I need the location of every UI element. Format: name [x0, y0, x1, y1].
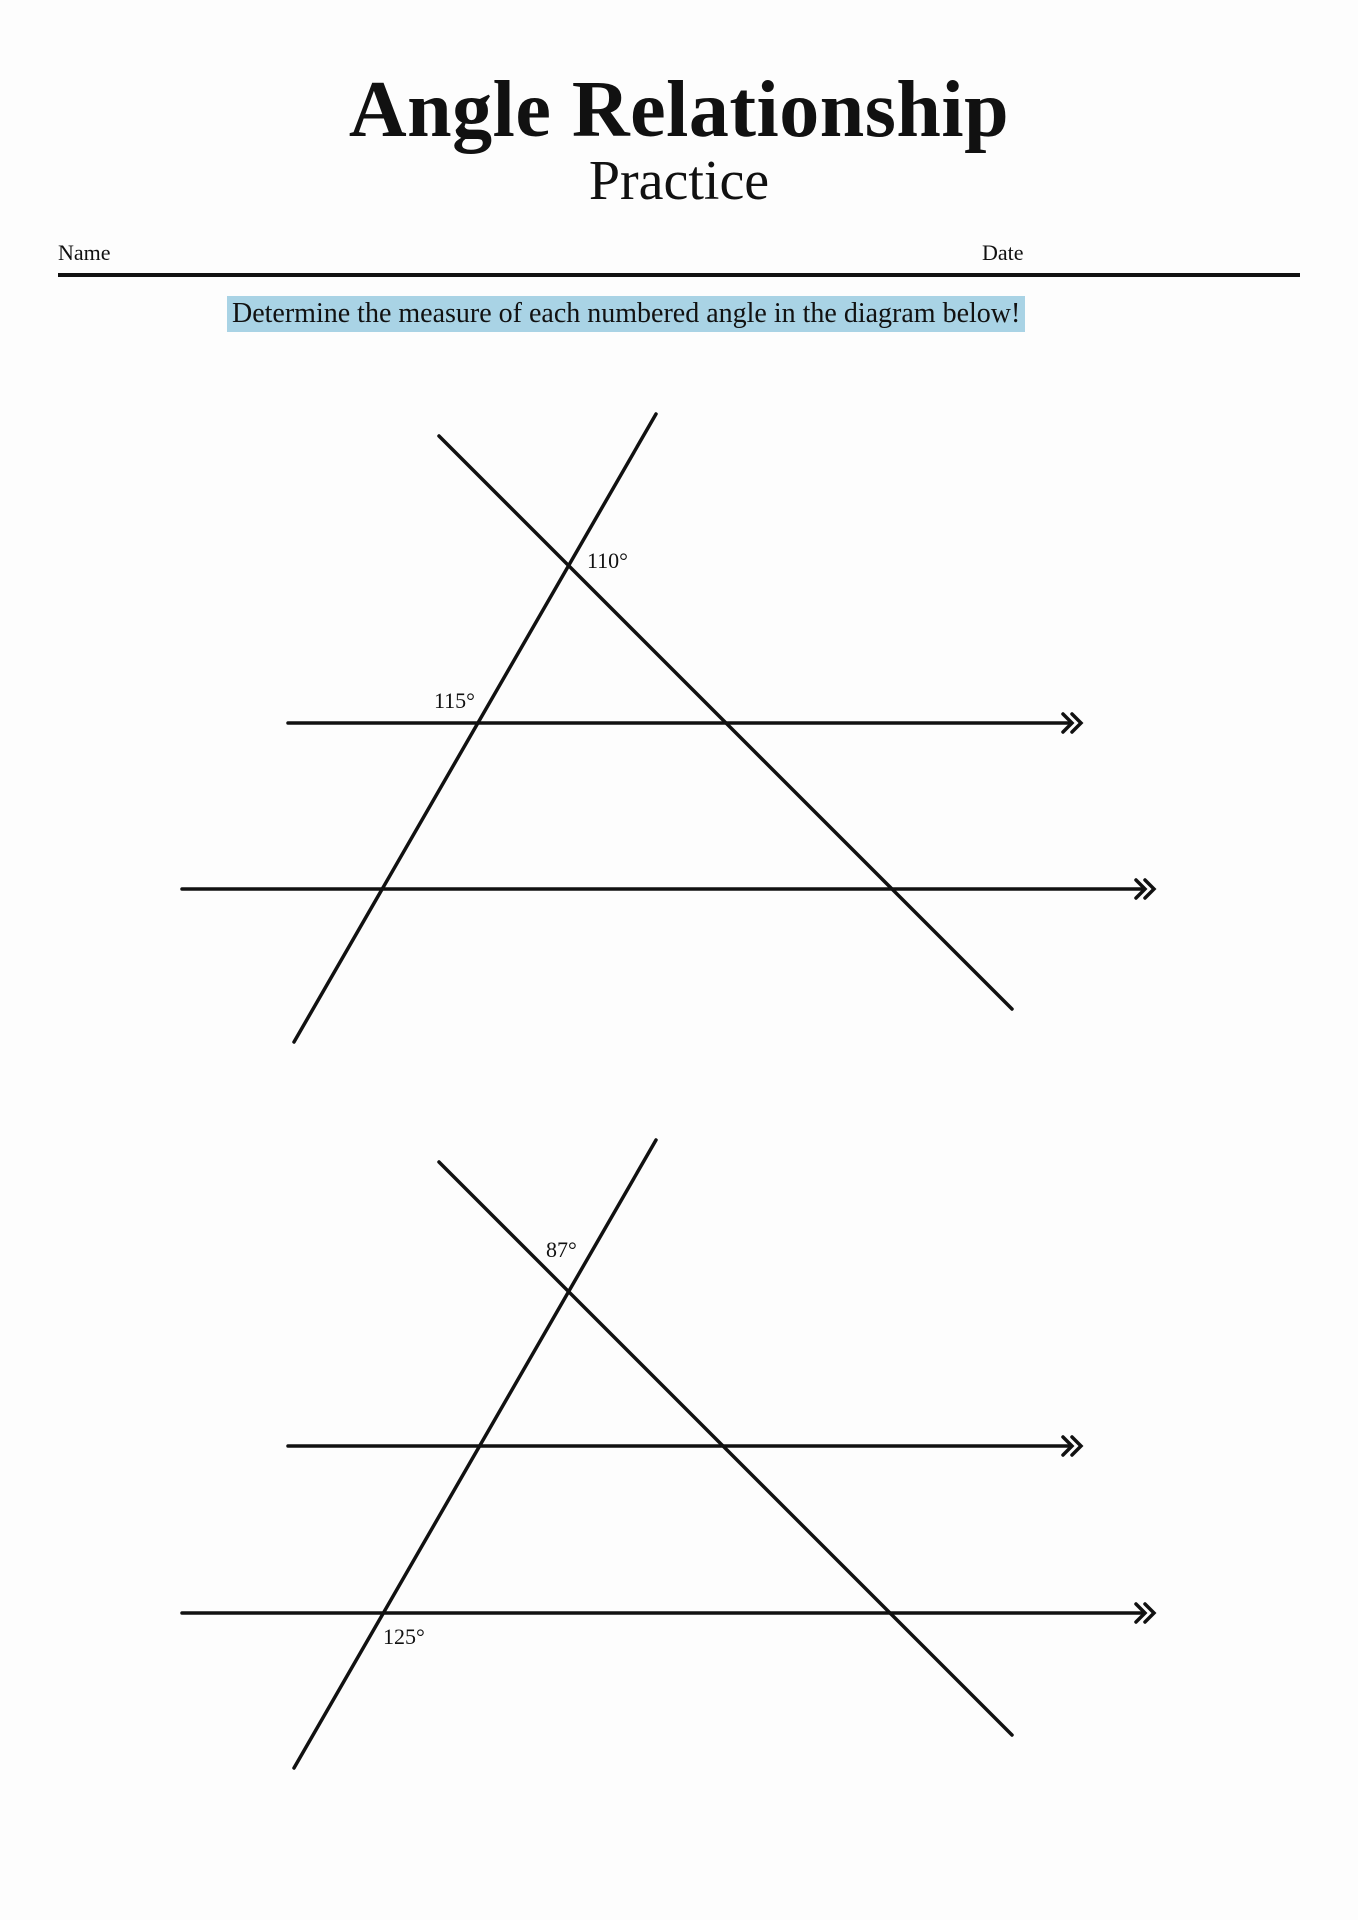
angle-label: 115° [434, 688, 475, 713]
angle-label: 110° [587, 548, 628, 573]
name-label: Name [58, 240, 111, 265]
angle-label: 87° [546, 1237, 577, 1262]
transversal-line-a [294, 414, 656, 1042]
page-subtitle: Practice [588, 150, 770, 212]
angle-diagram-2 [0, 1116, 1358, 1796]
angle-label: 125° [383, 1624, 425, 1649]
transversal-line-a [294, 1140, 656, 1768]
date-label: Date [982, 240, 1024, 265]
transversal-line-b [439, 1162, 1012, 1735]
name-date-line [58, 273, 1300, 277]
angle-diagram-1 [0, 390, 1358, 1070]
page-title: Angle Relationship [348, 66, 1010, 154]
instruction-text: Determine the measure of each numbered angle in the diagram below! [227, 296, 1025, 332]
